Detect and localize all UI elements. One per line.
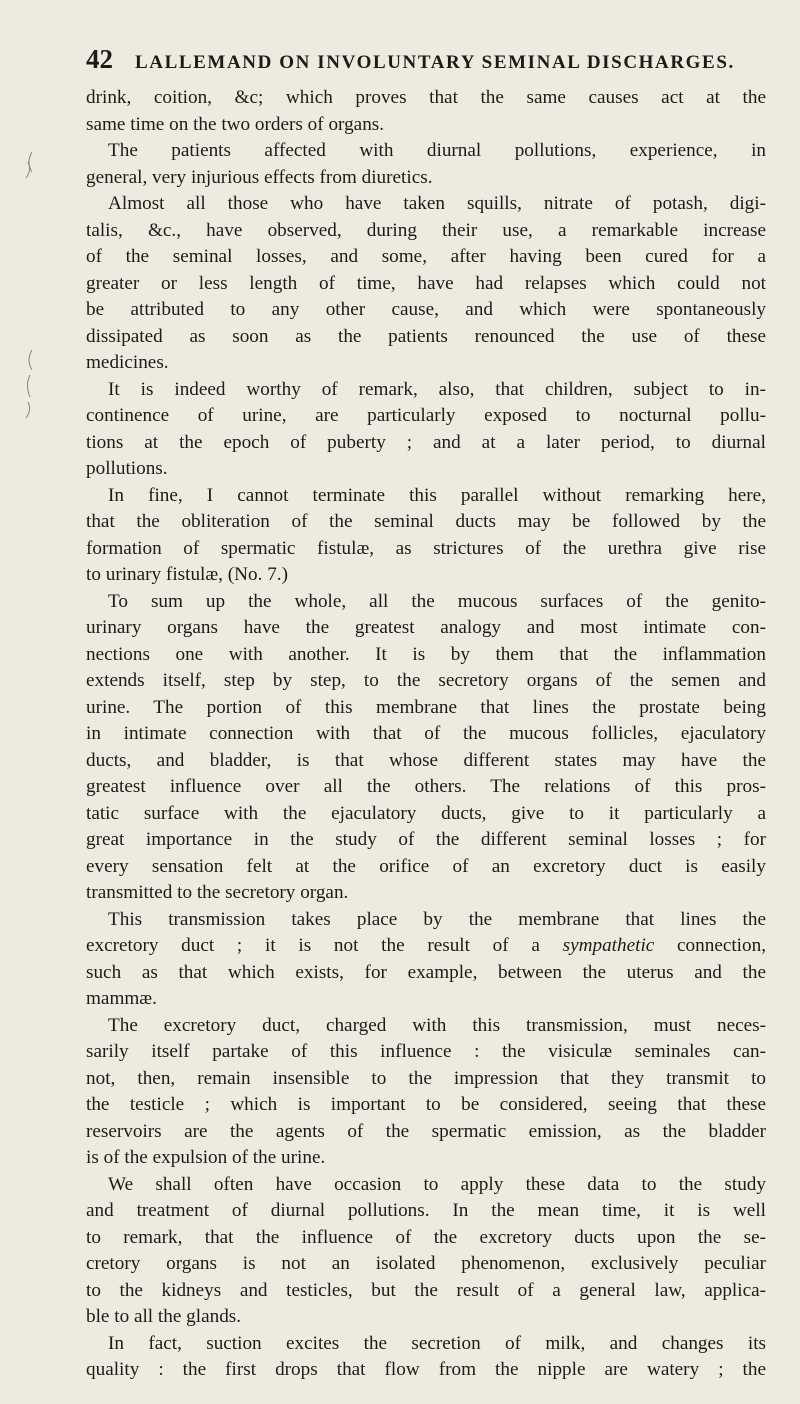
text-line: every sensation felt at the orifice of an excretory duct is easily [86, 855, 766, 877]
text-line: cretory organs is not an isolated phenomenon, exclusively peculiar [86, 1253, 766, 1274]
text-line: of the seminal losses, and some, after having been cured for a [86, 246, 766, 267]
text-line: extends itself, step by step, to the secretory organs of the semen and [86, 670, 766, 691]
text-line: the testicle ; which is important to be considered, seeing that these [86, 1094, 766, 1115]
text-line: This transmission takes place by the membrane that lines the [108, 908, 766, 930]
text-line: We shall often have occasion to apply these data to the study [108, 1173, 766, 1195]
text-line: To sum up the whole, all the mucous surfaces of the genito- [108, 590, 766, 612]
text-line: In fine, I cannot terminate this parallel without remarking here, [108, 484, 766, 506]
text-line: pollutions. [86, 458, 168, 479]
text-line: transmitted to the secretory organ. [86, 882, 349, 903]
text-line: Almost all those who have taken squills, nitrate of potash, digi- [108, 193, 766, 214]
text-line: urine. The portion of this membrane that lines the prostate being [86, 696, 766, 718]
text-line: in intimate connection with that of the mucous follicles, ejaculatory [86, 723, 766, 744]
text-line: In fact, suction excites the secretion of milk, and changes its [108, 1332, 766, 1354]
text-line: quality : the first drops that flow from the nipple are watery ; the [86, 1359, 766, 1380]
text-line: It is indeed worthy of remark, also, that children, subject to in- [108, 378, 766, 400]
emphasis: sympathetic [562, 935, 655, 956]
text-line: formation of spermatic fistulæ, as strictures of the urethra give rise [86, 537, 766, 559]
text-line: general, very injurious effects from diuretics. [86, 166, 433, 188]
text-line: The patients affected with diurnal pollutions, experience, in [108, 140, 766, 161]
text-line: not, then, remain insensible to the impression that they transmit to [86, 1067, 766, 1089]
text-line: excretory duct ; it is not the result of a sympathetic connection, [86, 935, 767, 956]
text-line: to urinary fistulæ, (No. 7.) [86, 564, 288, 585]
text-line: same time on the two orders of organs. [86, 113, 385, 135]
margin-pencil-marks [18, 150, 38, 450]
text-line: be attributed to any other cause, and which were spontaneously [86, 299, 766, 320]
text-line: tatic surface with the ejaculatory ducts, give to it particularly a [86, 802, 766, 824]
text-line: greater or less length of time, have had relapses which could not [86, 272, 766, 294]
text-line: drink, coition, &c; which proves that the same causes act at the [86, 87, 766, 108]
page-header [86, 44, 766, 80]
text-line: urinary organs have the greatest analogy and most intimate con- [86, 617, 766, 638]
body-text [86, 85, 766, 1384]
text-line: to remark, that the influence of the excretory ducts upon the se- [86, 1226, 766, 1248]
text-line: dissipated as soon as the patients renounced the use of these [86, 325, 766, 347]
text-line: tions at the epoch of puberty ; and at a later period, to diurnal [86, 431, 766, 453]
text-line: and treatment of diurnal pollutions. In the mean time, it is well [86, 1200, 766, 1221]
text-line: ble to all the glands. [86, 1306, 242, 1327]
text-line: sarily itself partake of this influence : the visiculæ seminales can- [86, 1041, 766, 1062]
text-line: continence of urine, are particularly exposed to nocturnal pollu- [86, 405, 766, 426]
page-number: 42 [86, 44, 113, 74]
text-line: ducts, and bladder, is that whose different states may have the [86, 749, 766, 771]
text-line: greatest influence over all the others. The relations of this pros- [86, 776, 766, 797]
text-line: is of the expulsion of the urine. [86, 1147, 326, 1168]
text-line: such as that which exists, for example, between the uterus and the [86, 961, 766, 983]
text-line: The excretory duct, charged with this transmission, must neces- [108, 1014, 766, 1036]
text-line: to the kidneys and testicles, but the result of a general law, applica- [86, 1279, 766, 1301]
text-line: mammæ. [86, 988, 157, 1009]
text-line: nections one with another. It is by them that the inflammation [86, 643, 766, 665]
text-line: that the obliteration of the seminal ducts may be followed by the [86, 511, 766, 532]
text-line: reservoirs are the agents of the spermatic emission, as the bladder [86, 1120, 766, 1142]
text-line: talis, &c., have observed, during their use, a remarkable increase [86, 219, 766, 241]
text-line: great importance in the study of the different seminal losses ; for [86, 829, 766, 850]
running-head: LALLEMAND ON INVOLUNTARY SEMINAL DISCHARGES. [135, 52, 735, 73]
text-line: medicines. [86, 352, 169, 373]
